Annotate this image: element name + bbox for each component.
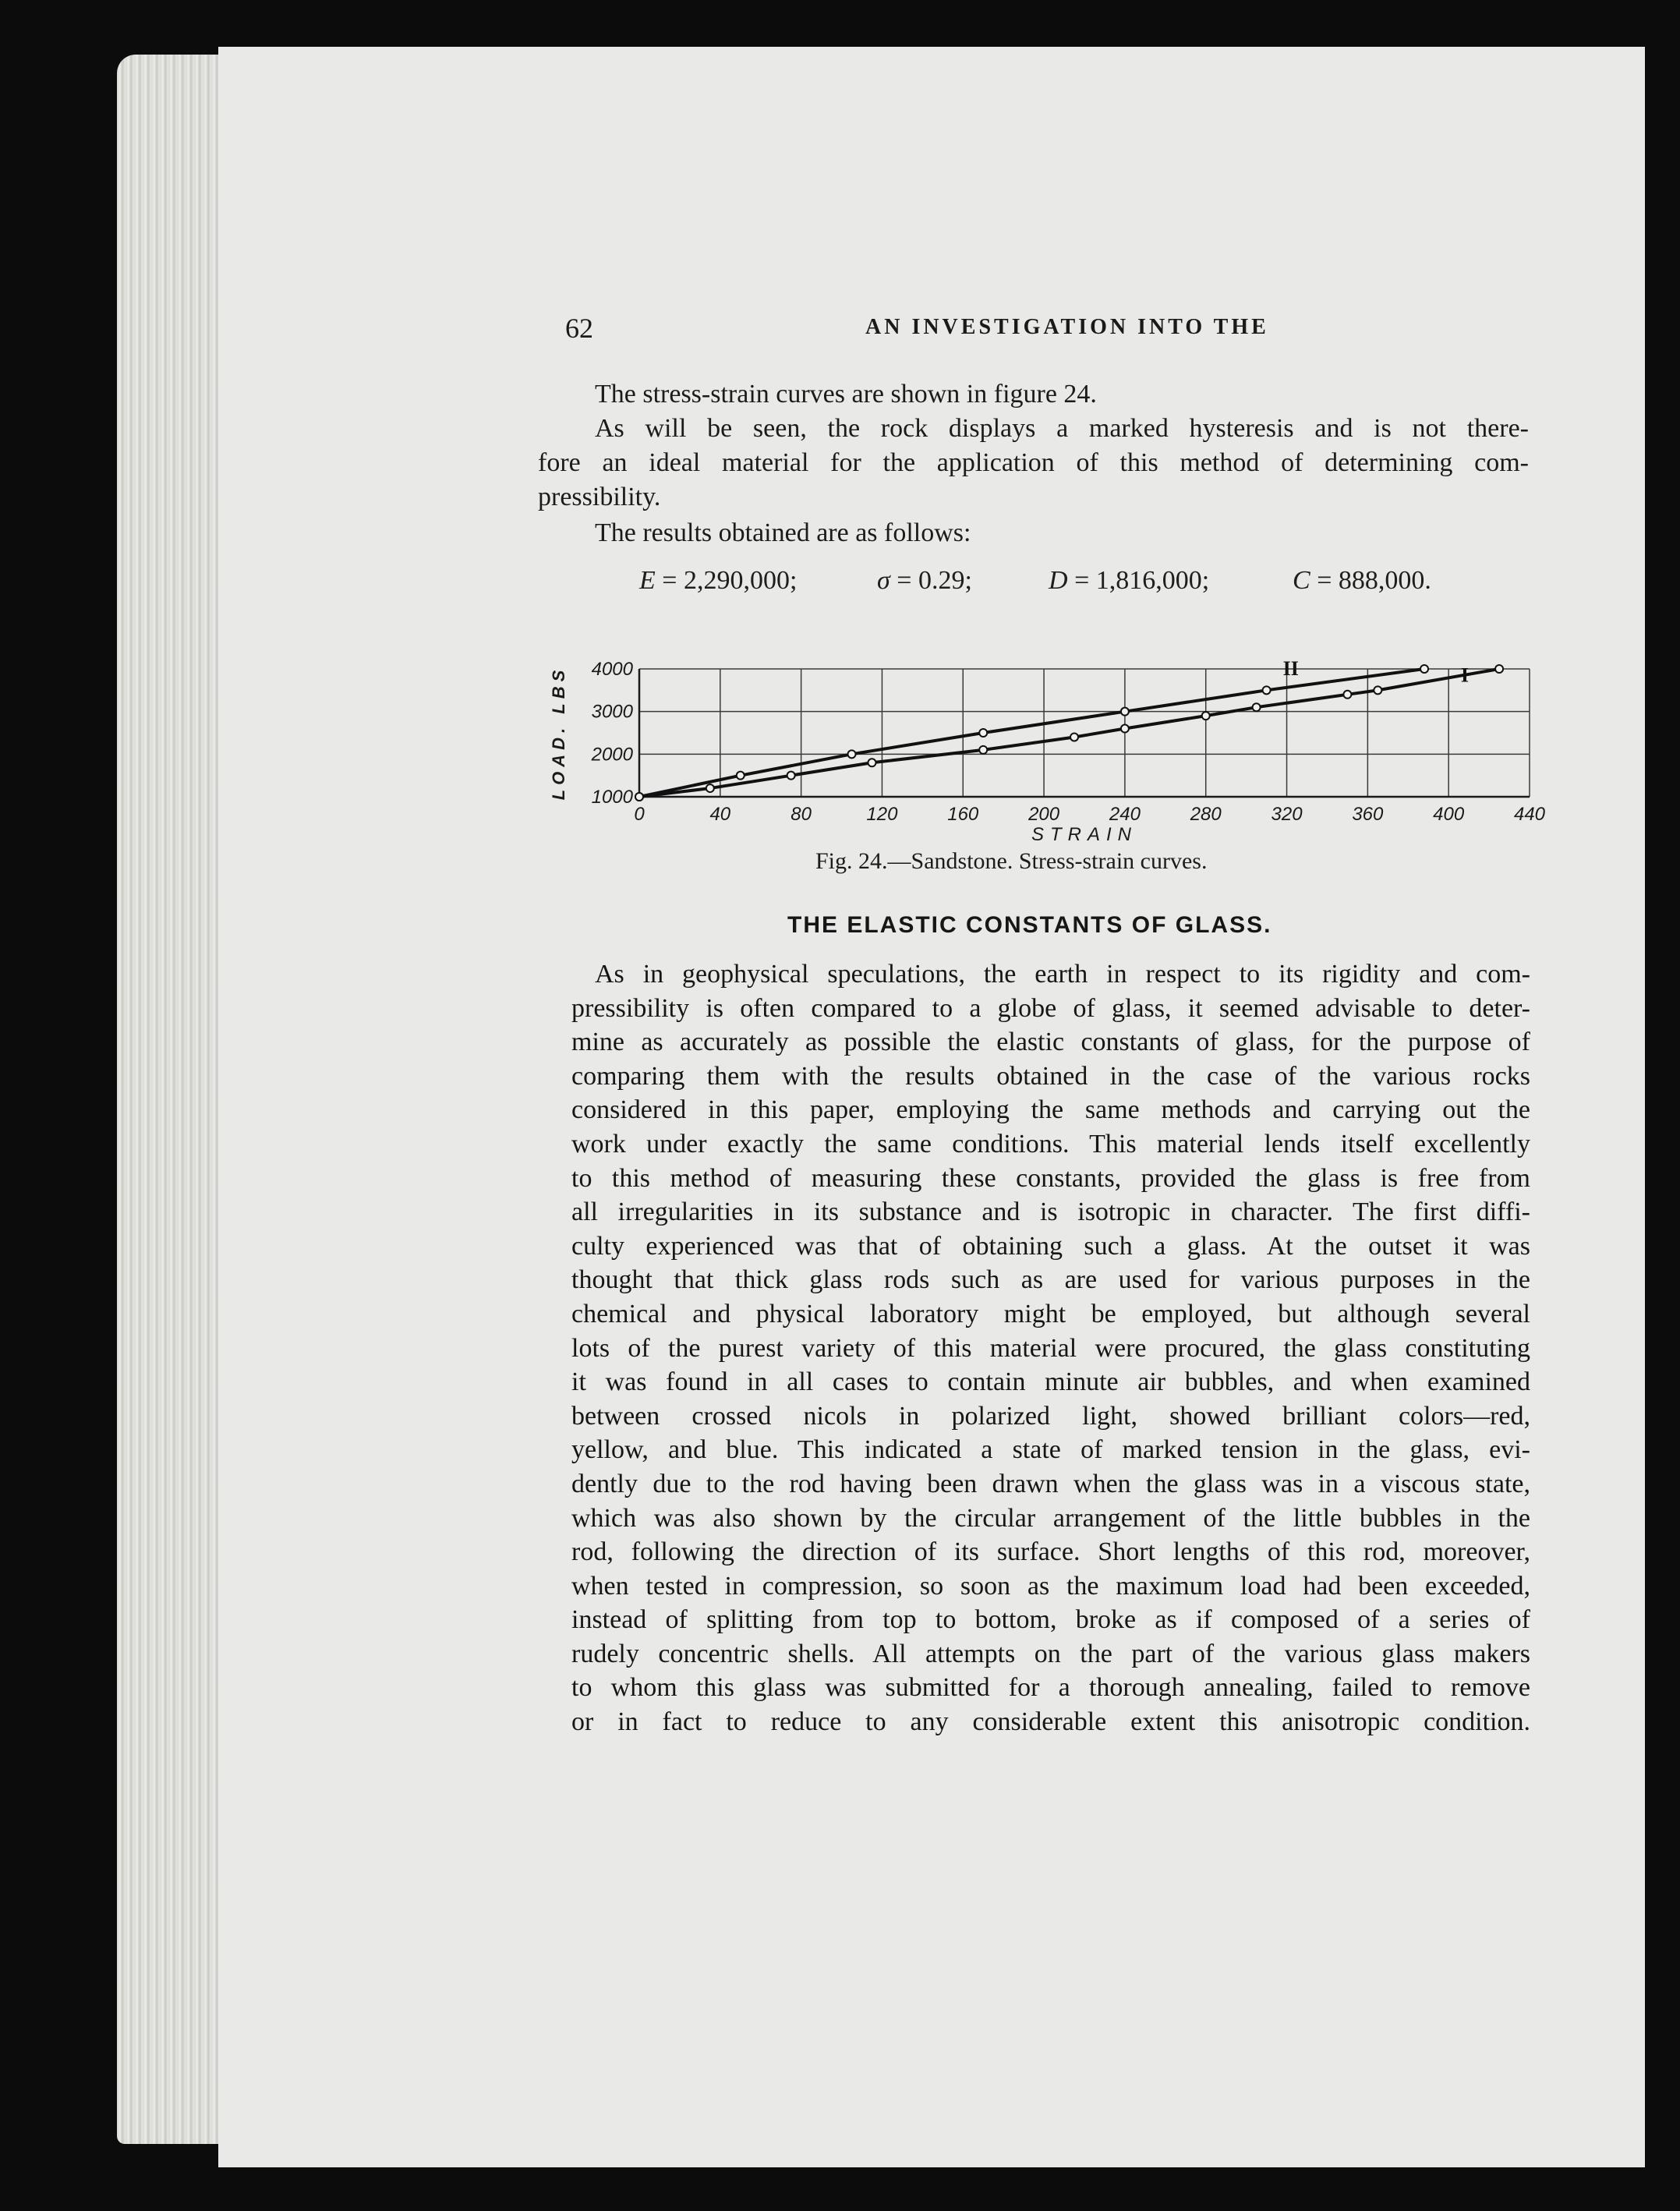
body-line: chemical and physical laboratory might be employed, but although several	[571, 1299, 1530, 1328]
body-line: to whom this glass was submitted for a thorough annealing, failed to remove	[571, 1673, 1530, 1703]
body-line: which was also shown by the circular arrangement of the little bubbles in the	[571, 1503, 1530, 1533]
constant-sigma: σ = 0.29;	[877, 566, 972, 595]
x-axis-label: STRAIN	[1031, 824, 1138, 842]
data-point	[1343, 691, 1351, 699]
body-line: or in fact to reduce to any considerable extent this anisotropic condition.	[571, 1707, 1530, 1737]
running-head-title: AN INVESTIGATION INTO THE	[865, 315, 1269, 339]
y-tick-label: 4000	[591, 659, 633, 680]
data-point	[1202, 712, 1210, 720]
body-line: between crossed nicols in polarized light, showed brilliant colors—red,	[571, 1401, 1530, 1431]
stress-strain-chart	[546, 655, 1551, 842]
intro-paragraph-2-line: As will be seen, the rock displays a marked hysteresis and is not there-	[595, 414, 1529, 443]
body-line: all irregularities in its substance and is isotropic in character. The first diffi-	[571, 1197, 1530, 1227]
running-head	[565, 312, 1547, 351]
x-tick-label: 80	[790, 804, 812, 825]
x-tick-label: 120	[866, 804, 898, 825]
x-tick-label: 160	[947, 804, 979, 825]
data-point	[979, 729, 987, 737]
intro-paragraph-1: The stress-strain curves are shown in figure 24.	[595, 380, 1097, 409]
y-tick-label: 1000	[591, 787, 633, 808]
book-page-edges	[117, 55, 234, 2144]
x-tick-label: 0	[634, 804, 645, 825]
stress-strain-chart-svg	[546, 655, 1551, 842]
body-line: pressibility is often compared to a globe of glass, it seemed advisable to deter-	[571, 993, 1530, 1023]
section-heading: THE ELASTIC CONSTANTS OF GLASS.	[787, 912, 1272, 938]
body-line: thought that thick glass rods such as are used for various purposes in the	[571, 1265, 1530, 1295]
data-point	[1121, 708, 1129, 716]
y-axis-label: LOAD. LBS	[549, 665, 568, 801]
data-point	[868, 759, 875, 766]
curve-label: II	[1282, 657, 1299, 681]
x-tick-label: 240	[1109, 804, 1141, 825]
section-body	[571, 957, 1530, 1739]
x-tick-label: 440	[1513, 804, 1546, 825]
body-line: work under exactly the same conditions. This material lends itself excellently	[571, 1129, 1530, 1159]
body-line: culty experienced was that of obtaining such a glass. At the outset it was	[571, 1231, 1530, 1261]
y-tick-label: 3000	[591, 701, 633, 723]
body-line: considered in this paper, employing the same methods and carrying out the	[571, 1095, 1530, 1125]
body-line: mine as accurately as possible the elastic constants of glass, for the purpose of	[571, 1028, 1530, 1057]
body-line: comparing them with the results obtained in the case of the various rocks	[571, 1061, 1530, 1091]
x-tick-label: 320	[1271, 804, 1303, 825]
data-point	[1070, 733, 1078, 741]
x-tick-label: 400	[1433, 804, 1465, 825]
intro-paragraph-2-line: pressibility.	[538, 483, 661, 511]
x-tick-label: 40	[709, 804, 731, 825]
body-line: instead of splitting from top to bottom, broke as if composed of a series of	[571, 1605, 1530, 1635]
page-number: 62	[565, 313, 593, 344]
body-line: As in geophysical speculations, the earth in respect to its rigidity and com-	[595, 960, 1530, 989]
constant-e: E = 2,290,000;	[639, 566, 798, 595]
data-point	[737, 772, 745, 780]
data-point	[1420, 665, 1428, 673]
intro-paragraph-3: The results obtained are as follows:	[595, 518, 971, 547]
data-point	[1253, 703, 1261, 711]
data-point	[1121, 725, 1129, 733]
body-line: dently due to the rod having been drawn when the glass was in a viscous state,	[571, 1469, 1530, 1498]
body-line: yellow, and blue. This indicated a state of marked tension in the glass, evi-	[571, 1435, 1530, 1465]
data-point	[1374, 686, 1381, 694]
x-tick-label: 280	[1190, 804, 1222, 825]
constant-c: C = 888,000.	[1293, 566, 1431, 595]
data-point	[706, 784, 714, 792]
body-line: rudely concentric shells. All attempts on the part of the various glass makers	[571, 1639, 1530, 1668]
figure-caption: Fig. 24.—Sandstone. Stress-strain curves.	[815, 848, 1208, 874]
data-point	[1495, 665, 1503, 673]
series-line-i	[639, 669, 1499, 797]
data-point	[848, 750, 856, 758]
x-tick-label: 200	[1028, 804, 1060, 825]
intro-paragraph-2-line: fore an ideal material for the application of this method of determining com-	[538, 448, 1529, 477]
curve-label: I	[1460, 663, 1470, 687]
x-tick-label: 360	[1352, 804, 1384, 825]
constant-d: D = 1,816,000;	[1049, 566, 1210, 595]
body-line: when tested in compression, so soon as the maximum load had been exceeded,	[571, 1571, 1530, 1601]
data-point	[635, 793, 643, 801]
y-tick-label: 2000	[591, 744, 633, 766]
data-point	[979, 746, 987, 754]
body-line: lots of the purest variety of this material were procured, the glass constituting	[571, 1333, 1530, 1363]
elastic-constants-row	[639, 566, 1450, 600]
data-point	[1263, 686, 1271, 694]
body-line: to this method of measuring these constants, provided the glass is free from	[571, 1163, 1530, 1193]
body-line: it was found in all cases to contain minute air bubbles, and when examined	[571, 1367, 1530, 1397]
data-point	[787, 772, 795, 780]
series-line-ii	[639, 669, 1424, 797]
body-line: rod, following the direction of its surface. Short lengths of this rod, moreover,	[571, 1537, 1530, 1567]
